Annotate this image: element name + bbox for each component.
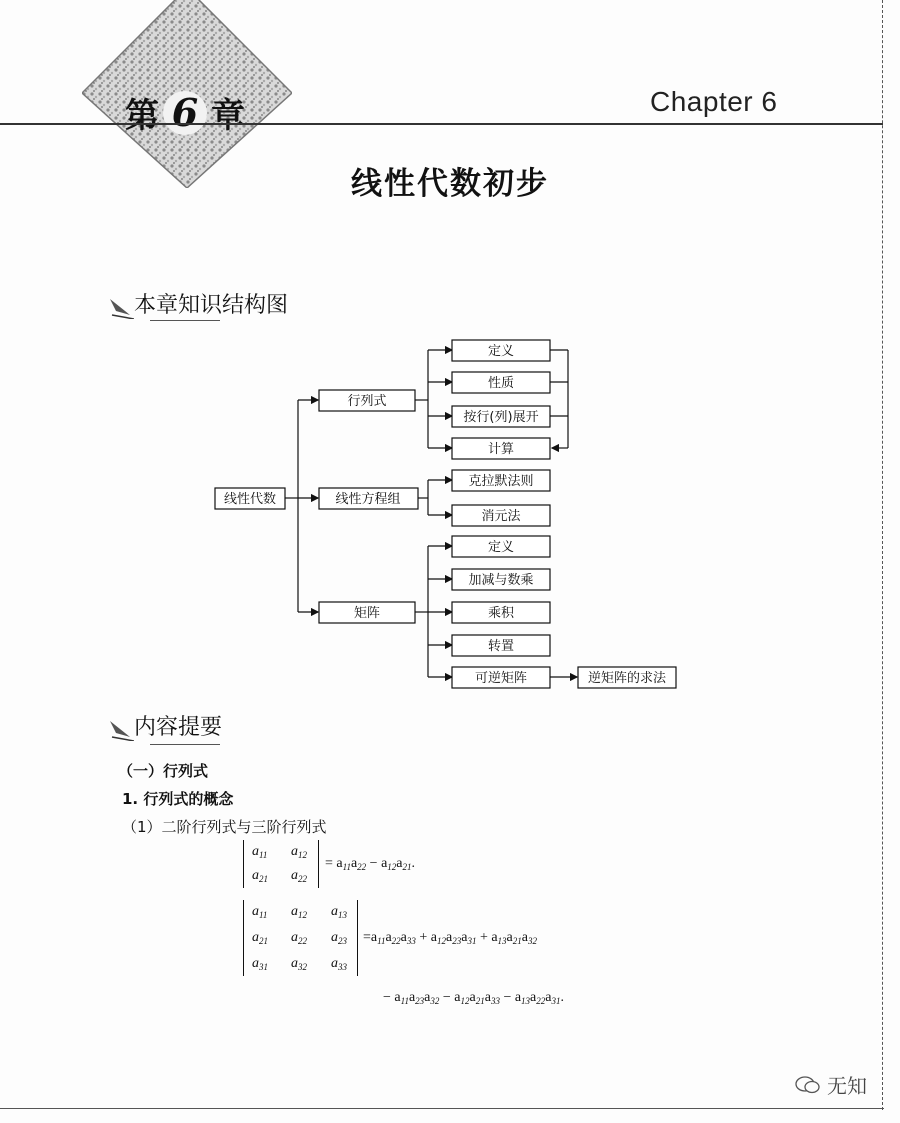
node-matrix-transpose-label: 转置 (487, 639, 515, 654)
structure-section-header (108, 288, 288, 319)
chapter-badge-text (125, 88, 245, 137)
chapter-char-right: 章 (211, 96, 245, 136)
footer-rule (0, 1108, 884, 1109)
section-underline (150, 320, 220, 321)
wechat-icon (795, 1075, 821, 1095)
feather-icon (108, 719, 134, 741)
node-matrix-add-scalar-label: 加减与数乘 (468, 573, 534, 588)
chapter-label: Chapter 6 (650, 86, 778, 117)
summary-section-header (108, 710, 222, 741)
node-linear-equations-label: 线性方程组 (335, 492, 401, 507)
content-heading-1: （一）行列式 (118, 762, 209, 780)
node-inverse-method-label: 逆矩阵的求法 (587, 671, 667, 686)
chapter-char-left: 第 (125, 96, 159, 136)
node-det-definition-label: 定义 (487, 344, 515, 359)
node-cramer-rule-label: 克拉默法则 (468, 474, 534, 489)
header-rule (0, 123, 883, 125)
determinant-2x2-formula: $a_{11}$ $a_{12}$ $a_{21}$ $a_{22}$ = $a_{11}a_{22} - a_{12}a_{21}$. (243, 838, 543, 890)
determinant-3x3-formula: $a_{11}$ $a_{12}$ $a_{13}$ $a_{21}$ $a_{22}$ $a_{23}$ $a_{31}$ $a_{32}$ $a_{33}$ $=a_{11}a_{22}a_{33} + a_{12}a_{23}a_{31} + a_{13}a_{21}a_{32}$ − $a_{11}a_{23}a_{32} - a_{12}a_{21}a_{33} - a_{13}a_{22}a_{31}$. (243, 898, 663, 1013)
node-matrix-definition-label: 定义 (487, 540, 515, 555)
feather-icon (108, 297, 134, 319)
structure-title: 本章知识结构图 (134, 293, 289, 318)
watermark (795, 1070, 867, 1099)
content-heading-3: （1）二阶行列式与三阶行列式 (122, 818, 327, 836)
chapter-number: 6 (163, 91, 207, 135)
node-elimination-label: 消元法 (481, 509, 521, 524)
node-det-expansion-label: 按行(列)展开 (463, 410, 539, 425)
page-title: 线性代数初步 (351, 166, 549, 202)
node-matrix-label: 矩阵 (353, 606, 381, 621)
content-heading-2: 1. 行列式的概念 (122, 790, 234, 808)
knowledge-structure-diagram (200, 330, 700, 695)
section-underline (150, 744, 220, 745)
node-det-calculation-label: 计算 (487, 442, 515, 457)
node-root-label: 线性代数 (223, 492, 277, 507)
node-determinant-label: 行列式 (347, 394, 387, 409)
node-det-properties-label: 性质 (487, 376, 515, 391)
summary-title: 内容提要 (134, 715, 223, 740)
node-invertible-matrix-label: 可逆矩阵 (474, 671, 528, 686)
watermark-text: 无知 (827, 1074, 867, 1098)
node-matrix-product-label: 乘积 (487, 606, 515, 621)
